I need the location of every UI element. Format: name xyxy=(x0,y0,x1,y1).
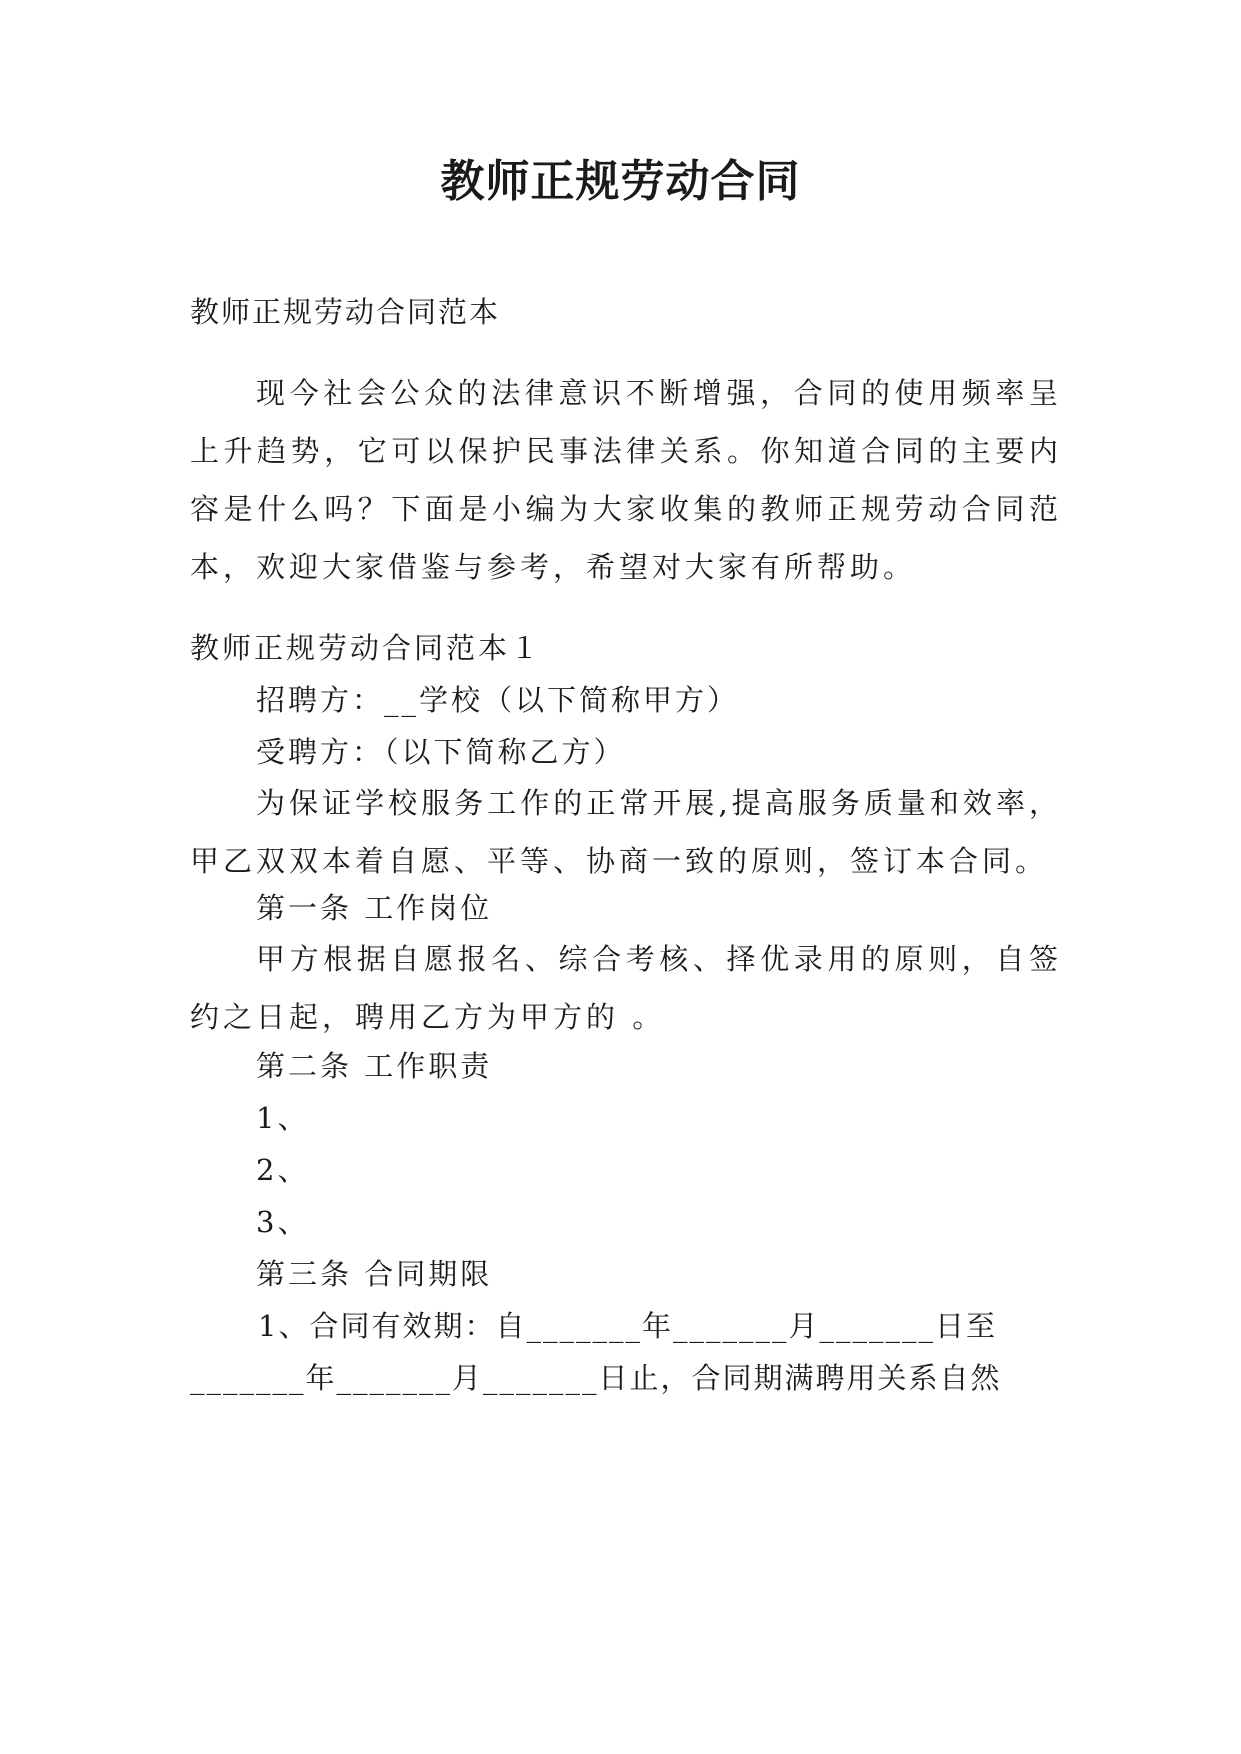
employee-line: 受聘方：（以下简称乙方） xyxy=(256,735,626,769)
article-3-title: 第三条 合同期限 xyxy=(256,1257,493,1291)
purpose-paragraph: 为保证学校服务工作的正常开展,提高服务质量和效率，甲乙双双本着自愿、平等、协商一致的原则，签订本合同。 xyxy=(190,786,1062,878)
intro-paragraph: 现今社会公众的法律意识不断增强，合同的使用频率呈上升趋势，它可以保护民事法律关系。你知道合同的主要内容是什么吗？下面是小编为大家收集的教师正规劳动合同范本，欢迎大家借鉴与参考，希望对大家有所帮助。 xyxy=(190,376,1062,584)
duty-item-3: 3、 xyxy=(256,1205,310,1239)
duty-item-1: 1、 xyxy=(256,1101,310,1135)
article-1-body: 甲方根据自愿报名、综合考核、择优录用的原则，自签约之日起，聘用乙方为甲方的 。 xyxy=(190,942,1062,1034)
duty-item-2: 2、 xyxy=(256,1153,310,1187)
term-line-1: 1、合同有效期：自_______年_______月_______日至 xyxy=(258,1309,997,1343)
term-line-2: _______年_______月_______日止，合同期满聘用关系自然 xyxy=(190,1361,1002,1395)
document-subtitle: 教师正规劳动合同范本 xyxy=(190,295,501,329)
document-title: 教师正规劳动合同 xyxy=(440,156,801,207)
article-1-title: 第一条 工作岗位 xyxy=(256,891,493,925)
article-2-title: 第二条 工作职责 xyxy=(256,1049,493,1083)
employer-line: 招聘方：__学校（以下简称甲方） xyxy=(256,683,740,717)
section-heading: 教师正规劳动合同范本１ xyxy=(190,631,543,665)
